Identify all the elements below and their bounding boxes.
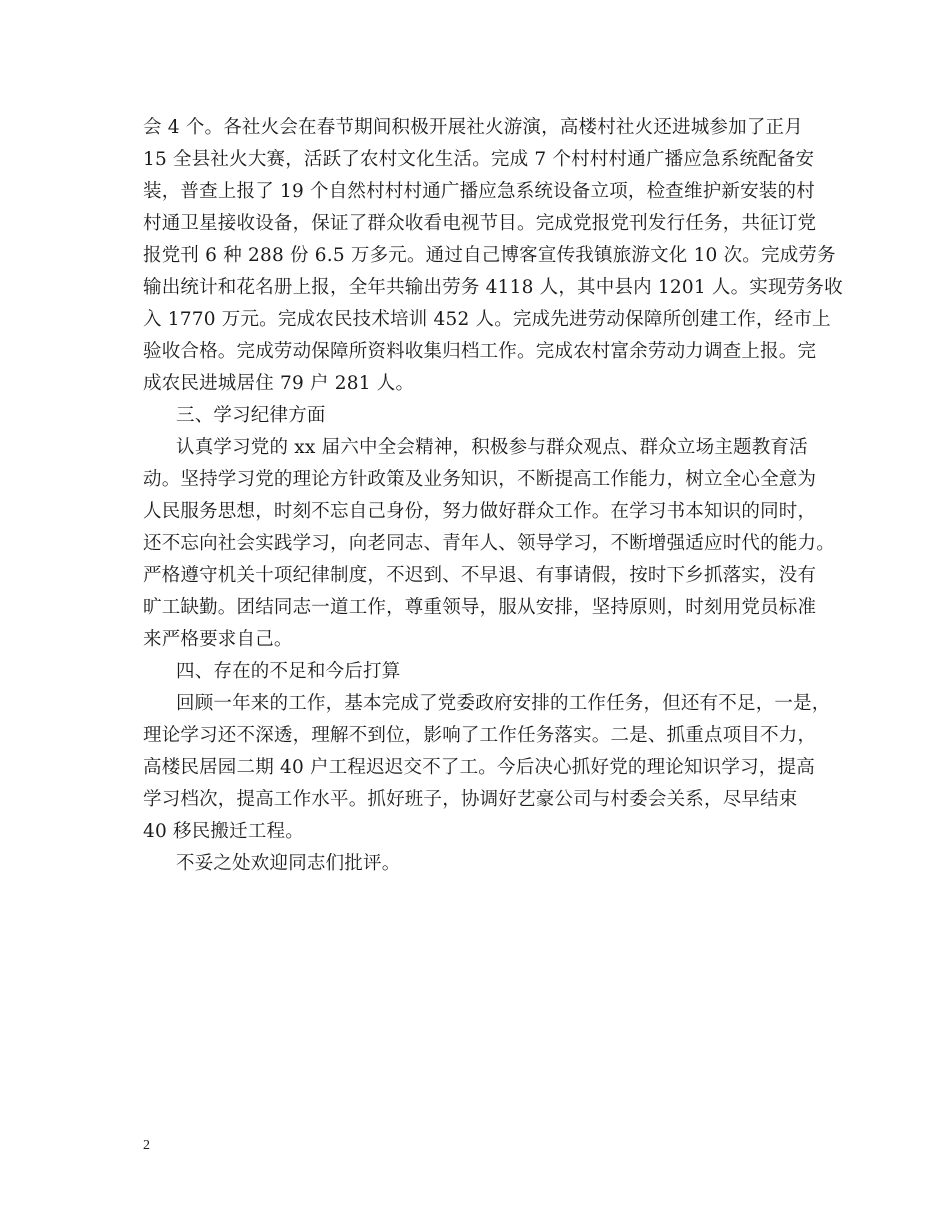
- text-line: 认真学习党的 xx 届六中全会精神，积极参与群众观点、群众立场主题教育活: [176, 437, 808, 458]
- text-line: 来严格要求自己。: [143, 629, 293, 650]
- text-line: 理论学习还不深透，理解不到位，影响了工作任务落实。二是、抓重点项目不力，: [143, 725, 817, 746]
- text-line: 学习档次，提高工作水平。抓好班子，协调好艺豪公司与村委会关系，尽早结束: [143, 789, 798, 810]
- text-line: 15 全县社火大赛，活跃了农村文化生活。完成 7 个村村村通广播应急系统配备安: [143, 149, 815, 170]
- text-line: 严格遵守机关十项纪律制度，不迟到、不早退、有事请假，按时下乡抓落实，没有: [143, 565, 817, 586]
- text-line: 装，普查上报了 19 个自然村村村通广播应急系统设备立项，检查维护新安装的村: [143, 181, 815, 202]
- closing-line: 不妥之处欢迎同志们批评。: [176, 853, 401, 874]
- text-line: 成农民进城居住 79 户 281 人。: [143, 373, 415, 394]
- text-line: 输出统计和花名册上报，全年共输出劳务 4118 人，其中县内 1201 人。实现劳务收: [143, 277, 843, 298]
- text-line: 回顾一年来的工作，基本完成了党委政府安排的工作任务，但还有不足，一是，: [176, 693, 831, 714]
- text-line: 40 移民搬迁工程。: [143, 821, 304, 842]
- text-line: 旷工缺勤。团结同志一道工作，尊重领导，服从安排，坚持原则，时刻用党员标准: [143, 597, 817, 618]
- text-line: 村通卫星接收设备，保证了群众收看电视节目。完成党报党刊发行任务，共征订党: [143, 213, 817, 234]
- text-line: 高楼民居园二期 40 户工程迟迟交不了工。今后决心抓好党的理论知识学习，提高: [143, 757, 815, 778]
- text-line: 入 1770 万元。完成农民技术培训 452 人。完成先进劳动保障所创建工作，经市上: [143, 309, 831, 330]
- text-line: 会 4 个。各社火会在春节期间积极开展社火游演，高楼村社火还进城参加了正月: [143, 117, 803, 138]
- text-line: 人民服务思想，时刻不忘自己身份，努力做好群众工作。在学习书本知识的同时，: [143, 501, 817, 522]
- section-heading: 三、学习纪律方面: [176, 405, 326, 426]
- text-line: 验收合格。完成劳动保障所资料收集归档工作。完成农村富余劳动力调查上报。完: [143, 341, 817, 362]
- text-line: 动。坚持学习党的理论方针政策及业务知识，不断提高工作能力，树立全心全意为: [143, 469, 817, 490]
- section-heading: 四、存在的不足和今后打算: [176, 661, 401, 682]
- page-number: 2: [143, 1138, 150, 1153]
- document-body: [143, 112, 843, 880]
- text-line: 还不忘向社会实践学习，向老同志、青年人、领导学习，不断增强适应时代的能力。: [143, 533, 835, 554]
- text-line: 报党刊 6 种 288 份 6.5 万多元。通过自己博客宣传我镇旅游文化 10 次。完成劳务: [143, 245, 836, 266]
